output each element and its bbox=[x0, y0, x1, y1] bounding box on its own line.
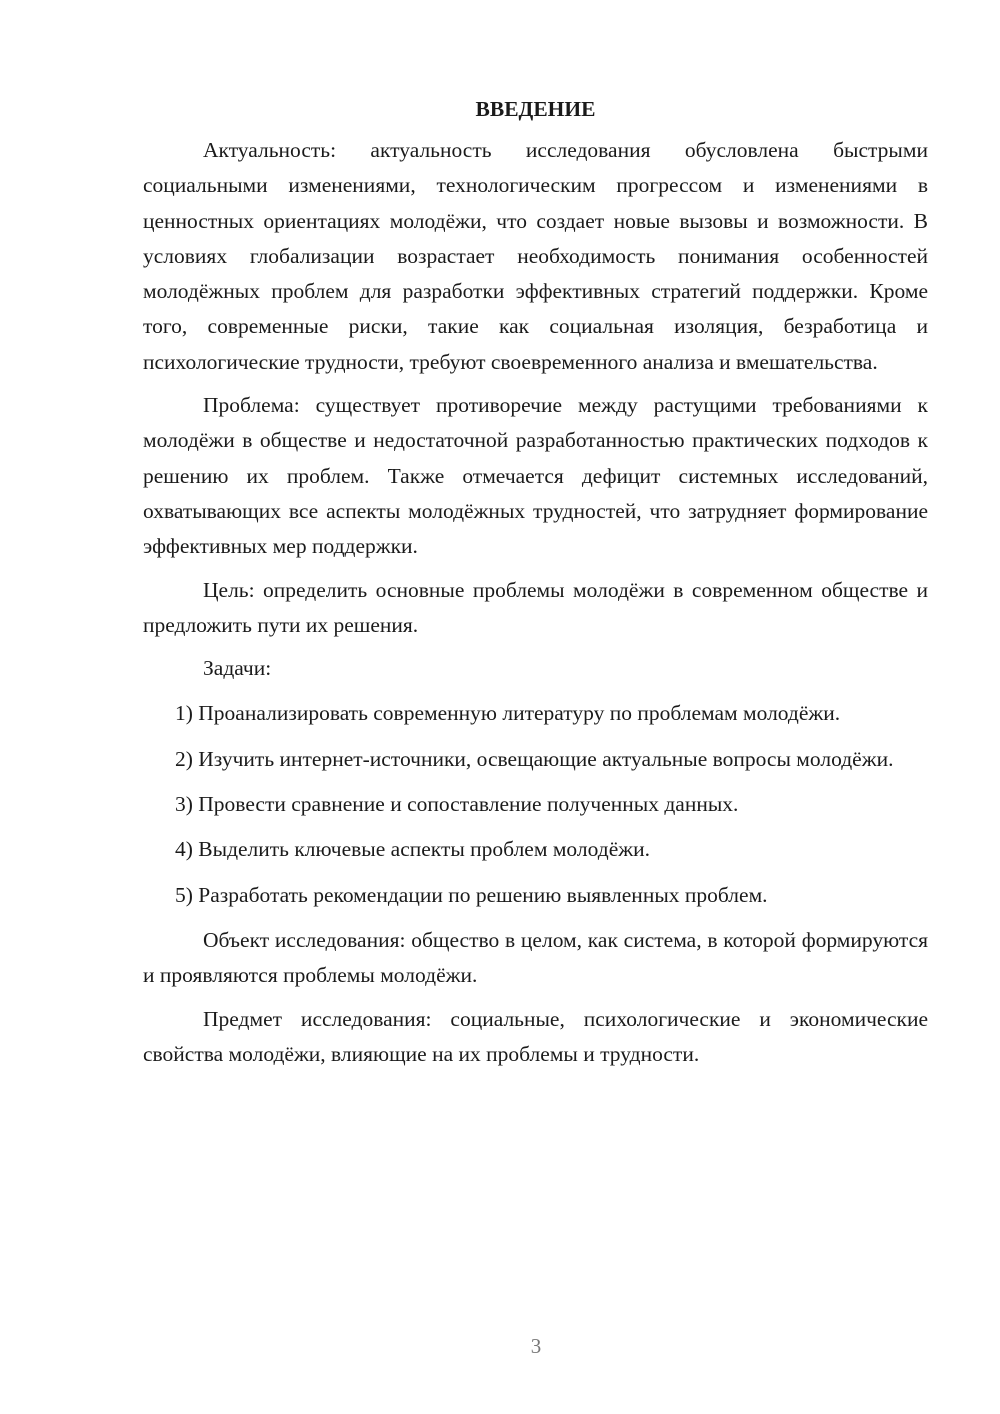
tasks-list bbox=[143, 696, 928, 912]
task-item-4: 4) Выделить ключевые аспекты проблем молодёжи. bbox=[175, 837, 650, 862]
task-item-2: 2) Изучить интернет-источники, освещающие актуальные вопросы молодёжи. bbox=[175, 746, 894, 771]
paragraph-object: Объект исследования: общество в целом, как система, в которой формируются и проявляются проблемы молодёжи. bbox=[143, 927, 928, 988]
task-item-1: 1) Проанализировать современную литературу по проблемам молодёжи. bbox=[175, 701, 841, 726]
task-item-5: 5) Разработать рекомендации по решению выявленных проблем. bbox=[175, 882, 768, 907]
page-content bbox=[143, 92, 928, 1080]
paragraph-relevance: Актуальность: актуальность исследования обусловлена быстрыми социальными изменениями, технологическим прогрессом и изменениями в ценностных ориентациях молодёжи, что создает новые вызовы и возможности. В условиях глобализации возрастает необходимость понимания особенностей молодёжных проблем для разработки эффективных стратегий поддержки. Кроме того, современные риски, такие как социальная изоляция, безработица и психологические трудности, требуют своевременного анализа и вмешательства. bbox=[143, 138, 928, 374]
tasks-heading: Задачи: bbox=[203, 656, 272, 681]
paragraph-goal: Цель: определить основные проблемы молодёжи в современном обществе и предложить пути их решения. bbox=[143, 577, 928, 637]
paragraph-problem: Проблема: существует противоречие между растущими требованиями к молодёжи в обществе и недостаточной разработанностью практических подходов к решению их проблем. Также отмечается дефицит системных исследований, охватывающих все аспекты молодёжных трудностей, что затрудняет формирование эффективных мер поддержки. bbox=[143, 393, 928, 559]
page-number: 3 bbox=[530, 1334, 542, 1358]
paragraph-subject: Предмет исследования: социальные, психологические и экономические свойства молодёжи, влияющие на их проблемы и трудности. bbox=[143, 1006, 928, 1066]
task-item-3: 3) Провести сравнение и сопоставление полученных данных. bbox=[175, 792, 739, 817]
page-title: ВВЕДЕНИЕ bbox=[475, 97, 596, 121]
